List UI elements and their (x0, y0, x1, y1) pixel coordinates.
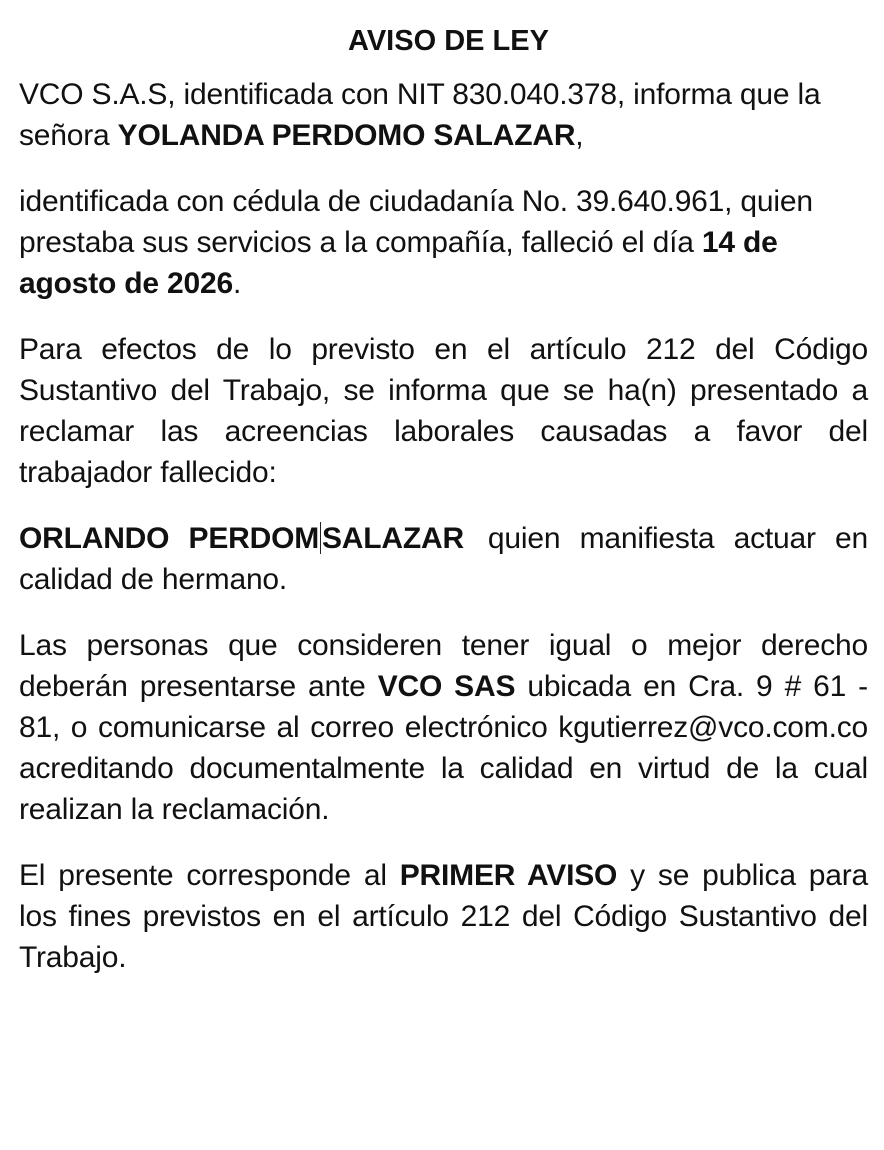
details-text-end: . (232, 267, 242, 300)
details-text: identificada con cédula de ciudadanía No. 39.640.961, quien prestaba sus servicios a la compañía, falleció el día (19, 185, 813, 259)
claimant-relation-text: quien manifiesta actuar en calidad de hermano. (19, 522, 868, 596)
claimant-first-name: ORLANDO PERDOM (19, 522, 319, 555)
text-cursor (320, 522, 321, 554)
deceased-name: YOLANDA PERDOMO SALAZAR (117, 119, 576, 152)
intro-text-end: , (575, 119, 584, 152)
paragraph-company-intro (19, 74, 868, 156)
notice-text: El presente corresponde al (19, 859, 400, 892)
paragraph-legal-basis: Para efectos de lo previsto en el artículo 212 del Código Sustantivo del Trabajo, se informa que se ha(n) presentado a reclamar las acreencias laborales causadas a favor del trabajador fallecido: (19, 333, 868, 489)
company-name: VCO SAS (377, 670, 516, 703)
paragraph-claimant (19, 518, 868, 600)
paragraph-instructions (19, 625, 868, 830)
notice-label: PRIMER AVISO (399, 859, 618, 892)
paragraph-deceased-details (19, 181, 868, 304)
death-date: 14 de agosto de 2026 (19, 226, 778, 300)
paragraph-notice-number (19, 855, 868, 978)
instructions-text-end: ubicada en Cra. 9 # 61 - 81, o comunicarse al correo electrónico kgutierrez@vco.com.co acreditando documentalmente la calidad en virtud de la cual realizan la reclamación. (19, 670, 868, 826)
notice-title: AVISO DE LEY (348, 25, 549, 57)
intro-text: VCO S.A.S, identificada con NIT 830.040.378, informa que la señora (19, 78, 821, 152)
claimant-last-name: SALAZAR (322, 522, 464, 555)
instructions-text: Las personas que consideren tener igual o mejor derecho deberán presentarse ante (19, 629, 868, 703)
notice-text-end: y se publica para los fines previstos en el artículo 212 del Código Sustantivo del Trabajo. (19, 859, 868, 974)
